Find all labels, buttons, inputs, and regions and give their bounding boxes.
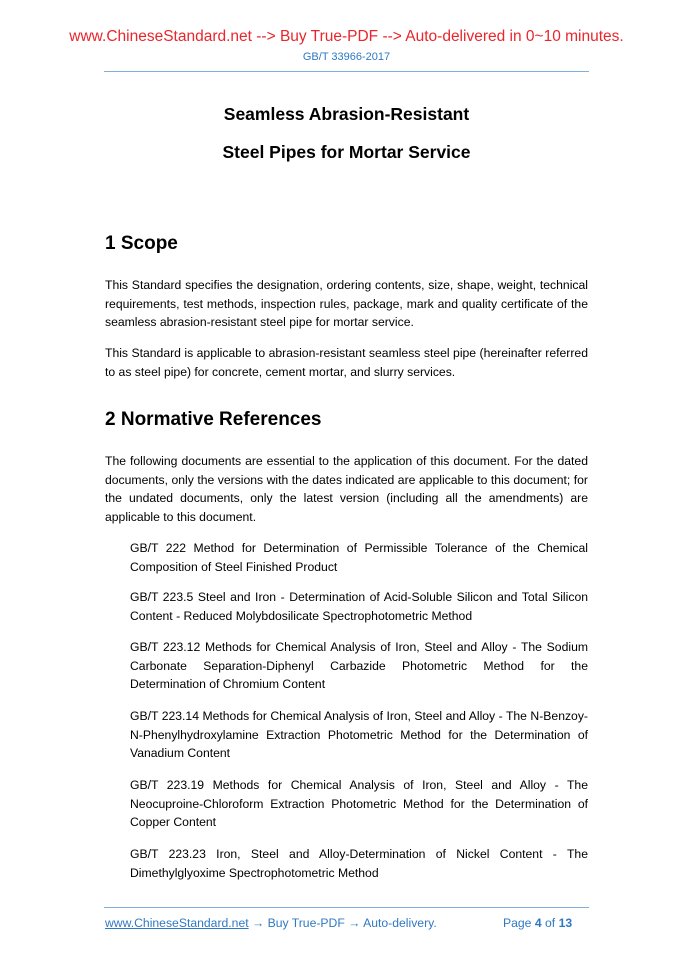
footer-buy-text: Buy True-PDF [267, 916, 345, 930]
current-page: 4 [534, 916, 542, 930]
reference-item: GB/T 223.5 Steel and Iron - Determination of Acid-Soluble Silicon and Total Silicon Content - Reduced Molybdosilicate Spectrophotometric Method [130, 590, 588, 623]
reference-item: GB/T 223.19 Methods for Chemical Analysis of Iron, Steel and Alloy - The Neocuproine-Chloroform Extraction Photometric Method for the Determination of Copper Content [130, 778, 588, 829]
section-heading-normative-references: 2 Normative References [105, 409, 322, 430]
header-banner-link[interactable]: www.ChineseStandard.net --> Buy True-PDF --> Auto-delivered in 0~10 minutes. [69, 28, 624, 45]
reference-item: GB/T 223.12 Methods for Chemical Analysis of Iron, Steel and Alloy - The Sodium Carbonate Separation-Diphenyl Carbazide Photometric Method for the Determination of Chromium Content [130, 640, 588, 691]
document-title-line-2: Steel Pipes for Mortar Service [222, 142, 471, 162]
header-divider [104, 71, 589, 72]
references-intro-paragraph: The following documents are essential to the application of this document. For the dated documents, only the versions with the dates indicated are applicable to this document; for the undated documents, only the latest version (including all the amendments) are applicable to this document. [105, 454, 588, 524]
footer-purchase-link[interactable] [105, 915, 437, 931]
arrow-right-icon: → [252, 916, 265, 930]
section-heading-scope: 1 Scope [105, 233, 178, 254]
total-pages: 13 [558, 916, 573, 930]
scope-paragraph-2: This Standard is applicable to abrasion-resistant seamless steel pipe (hereinafter referred to as steel pipe) for concrete, cement mortar, and slurry services. [105, 346, 588, 379]
page-of-label: of [545, 916, 556, 930]
document-title-line-1: Seamless Abrasion-Resistant [223, 104, 470, 124]
reference-item: GB/T 223.14 Methods for Chemical Analysis of Iron, Steel and Alloy - The N-Benzoy-N-Phenylhydroxylamine Extraction Photometric Method for the Determination of Vanadium Content [130, 709, 588, 760]
footer-site-link[interactable]: www.ChineseStandard.net [105, 916, 249, 930]
page-label: Page [503, 916, 532, 930]
reference-item: GB/T 223.23 Iron, Steel and Alloy-Determination of Nickel Content - The Dimethylglyoxime Spectrophotometric Method [130, 847, 588, 880]
reference-item: GB/T 222 Method for Determination of Permissible Tolerance of the Chemical Composition of Steel Finished Product [130, 541, 588, 574]
footer-delivery-text: Auto-delivery. [363, 916, 437, 930]
arrow-right-icon: → [348, 916, 361, 930]
page-number [503, 915, 572, 931]
standard-code: GB/T 33966-2017 [302, 51, 391, 63]
scope-paragraph-1: This Standard specifies the designation, ordering contents, size, shape, weight, technical requirements, test methods, inspection rules, package, mark and quality certificate of the seamless abrasion-resistant steel pipe for mortar service. [105, 278, 588, 329]
footer-divider [104, 907, 589, 908]
